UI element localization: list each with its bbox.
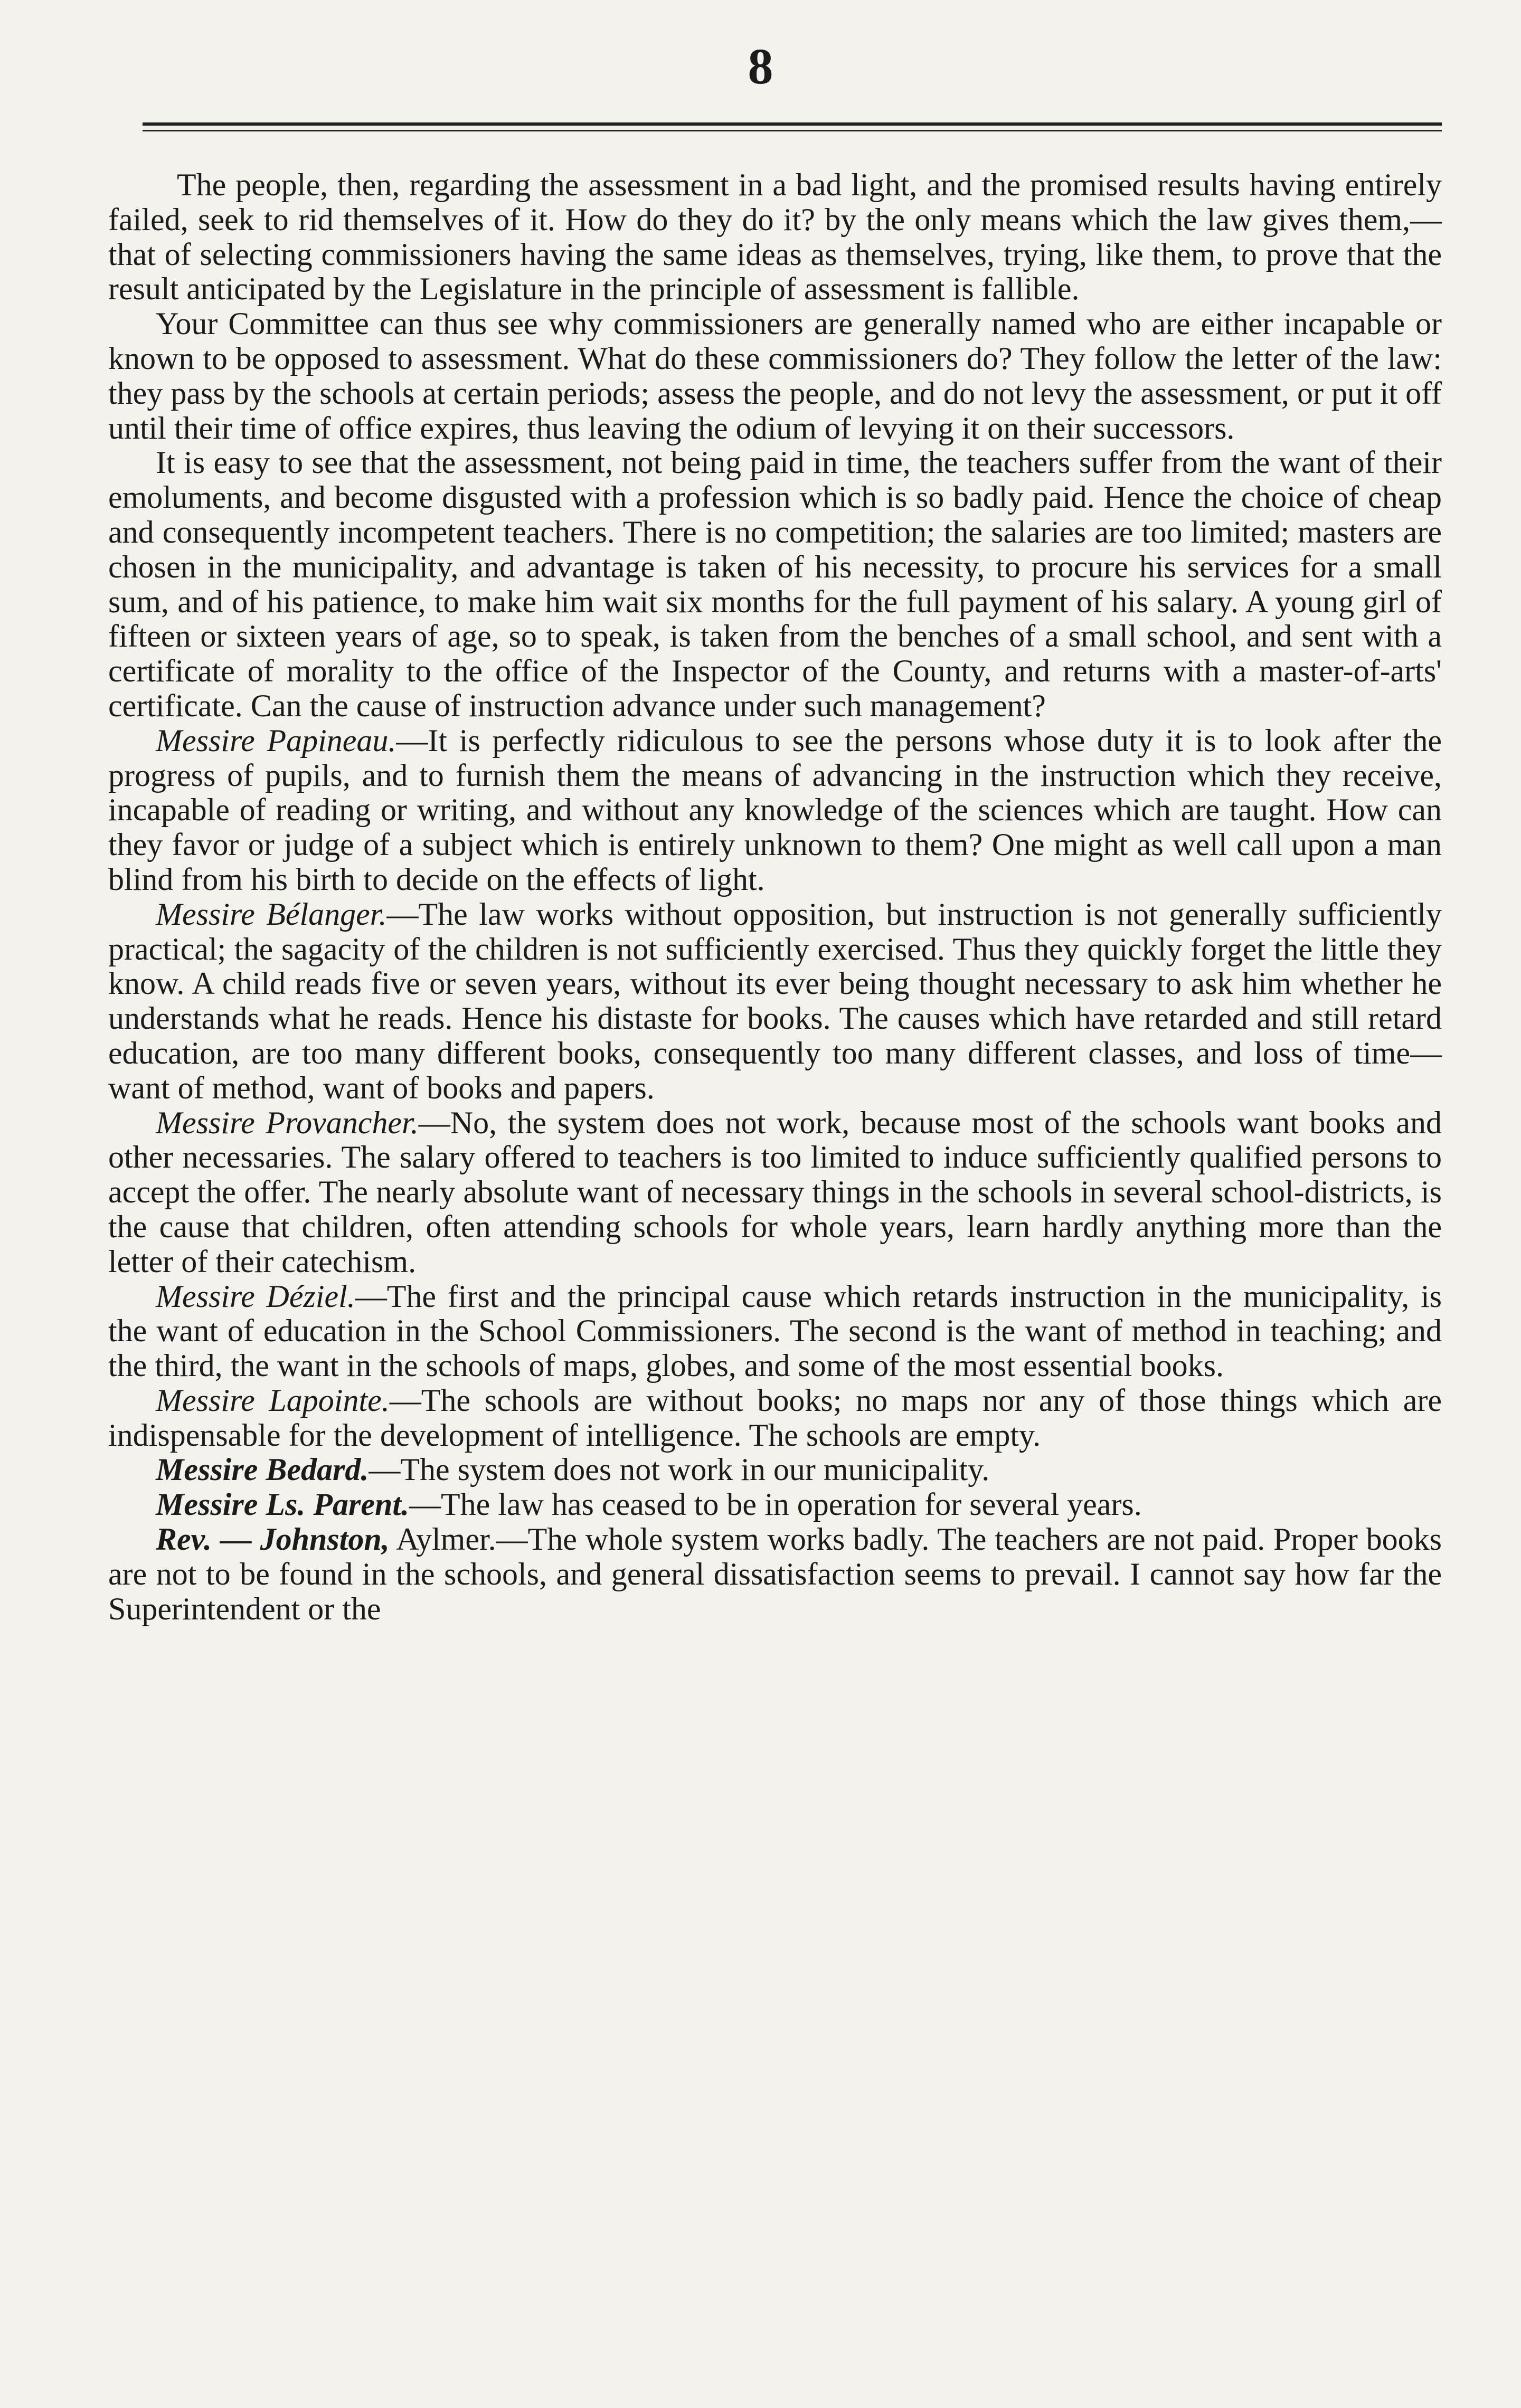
paragraph xyxy=(108,1279,1442,1383)
paragraph xyxy=(108,1106,1442,1279)
paragraph xyxy=(108,307,1442,445)
speaker-name: Rev. — Johnston, xyxy=(156,1522,390,1557)
paragraph xyxy=(108,897,1442,1106)
paragraph xyxy=(108,445,1442,723)
page-number: 8 xyxy=(748,38,773,94)
paragraph xyxy=(108,1383,1442,1453)
paragraph-text: Your Committee can thus see why commissioners are generally named who are either incapable or known to be opposed to assessment. What do these commissioners do? They follow the letter of the law: they pass by the schools at certain periods; assess the people, and do not levy the assessment, or put it off until their time of office expires, thus leaving the odium of levying it on their successors. xyxy=(108,306,1442,445)
paragraph-text: —The system does not work in our municipality. xyxy=(369,1452,990,1487)
speaker-name: Messire Papineau. xyxy=(156,723,396,758)
body-text xyxy=(108,168,1442,1626)
paragraph-text: —The law works without opposition, but instruction is not generally sufficiently practical; the sagacity of the children is not sufficiently exercised. Thus they quickly forget the little they know. A child reads five or seven years, without its ever being thought necessary to ask him whether he understands what he reads. Hence his distaste for books. The causes which have retarded and still retard education, are too many different books, consequently too many different classes, and loss of time—want of method, want of books and papers. xyxy=(108,896,1442,1105)
paragraph xyxy=(108,1522,1442,1626)
paragraph xyxy=(108,1453,1442,1487)
paragraph-text: —No, the system does not work, because most of the schools want books and other necessaries. The salary offered to teachers is too limited to induce sufficiently qualified persons to accept the offer. The nearly absolute want of necessary things in the schools in several school-districts, is the cause that children, often attending schools for whole years, learn hardly anything more than the letter of their catechism. xyxy=(108,1105,1442,1279)
paragraph xyxy=(108,724,1442,897)
speaker-name: Messire Bedard. xyxy=(156,1452,369,1487)
paragraph xyxy=(108,1487,1442,1522)
paragraph-text: Aylmer.—The whole system works badly. The teachers are not paid. Proper books are not to be found in the schools, and general dissatisfaction seems to prevail. I cannot say how far the Superintendent or the xyxy=(108,1522,1442,1626)
paragraph-text: —The law has ceased to be in operation for several years. xyxy=(409,1487,1142,1522)
paragraph-text: The people, then, regarding the assessment in a bad light, and the promised results having entirely failed, seek to rid themselves of it. How do they do it? by the only means which the law gives them,—that of selecting commissioners having the same ideas as themselves, trying, like them, to prove that the result anticipated by the Legislature in the principle of assessment is fallible. xyxy=(108,167,1442,307)
paragraph-text: —It is perfectly ridiculous to see the persons whose duty it is to look after the progress of pupils, and to furnish them the means of advancing in the instruction which they receive, incapable of reading or writing, and without any knowledge of the sciences which are taught. How can they favor or judge of a subject which is entirely unknown to them? One might as well call upon a man blind from his birth to decide on the effects of light. xyxy=(108,723,1442,897)
paragraph-text: —The first and the principal cause which retards instruction in the municipality, is the want of education in the School Commissioners. The second is the want of method in teaching; and the third, the want in the schools of maps, globes, and some of the most essential books. xyxy=(108,1278,1442,1383)
paragraph xyxy=(108,168,1442,307)
paragraph-text: —The schools are without books; no maps nor any of those things which are indispensable for the development of intelligence. The schools are empty. xyxy=(108,1382,1442,1453)
speaker-name: Messire Bélanger. xyxy=(156,896,387,932)
paragraph-text: It is easy to see that the assessment, not being paid in time, the teachers suffer from the want of their emoluments, and become disgusted with a profession which is so badly paid. Hence the choice of cheap and consequently incompetent teachers. There is no competition; the salaries are too limited; masters are chosen in the municipality, and advantage is taken of his necessity, to procure his services for a small sum, and of his patience, to make him wait six months for the full payment of his salary. A young girl of fifteen or sixteen years of age, so to speak, is taken from the benches of a small school, and sent with a certificate of morality to the office of the Inspector of the County, and returns with a master-of-arts' certificate. Can the cause of instruction advance under such management? xyxy=(108,445,1442,723)
speaker-name: Messire Déziel. xyxy=(156,1278,355,1314)
speaker-name: Messire Lapointe. xyxy=(156,1382,390,1418)
speaker-name: Messire Provancher. xyxy=(156,1105,419,1140)
speaker-name: Messire Ls. Parent. xyxy=(156,1487,409,1522)
header-rule xyxy=(143,122,1442,131)
